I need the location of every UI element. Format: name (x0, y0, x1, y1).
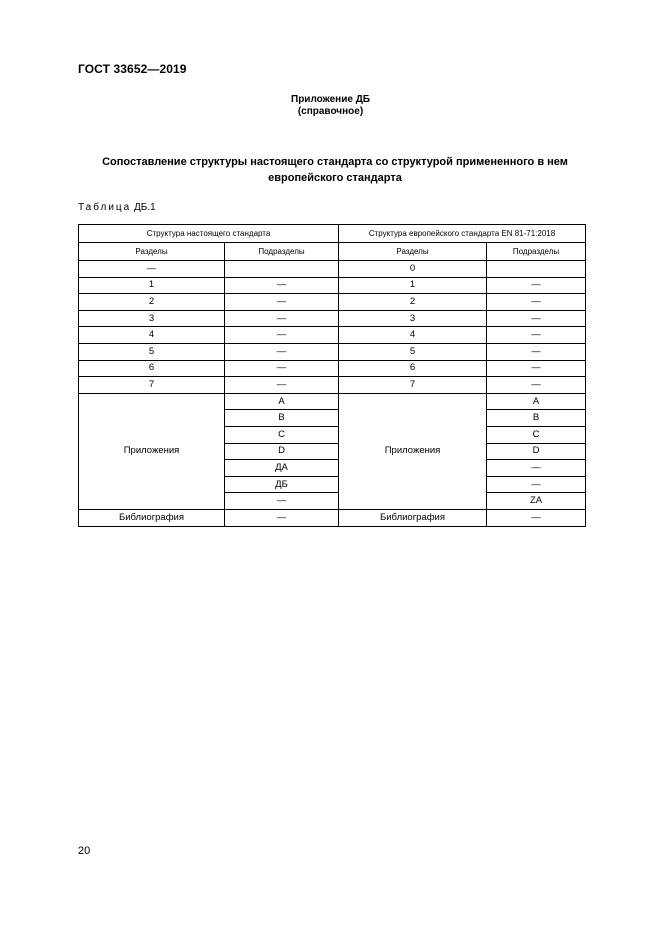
table-row (79, 327, 586, 344)
table-cell: 1 (79, 277, 225, 294)
appendix-heading (0, 94, 661, 118)
table-cell: D (487, 443, 586, 460)
table-cell: — (225, 509, 339, 526)
table-cell: 6 (339, 360, 487, 377)
comparison-table (78, 224, 586, 527)
column-header: Подразделы (487, 243, 586, 261)
table-cell: D (225, 443, 339, 460)
table-cell: B (225, 410, 339, 427)
table-row (79, 261, 586, 278)
table-cell: 2 (79, 294, 225, 311)
table-cell: 6 (79, 360, 225, 377)
table-cell: 2 (339, 294, 487, 311)
table-cell: 7 (339, 377, 487, 394)
table-cell (487, 261, 586, 278)
table-cell: 5 (79, 343, 225, 360)
table-row (79, 294, 586, 311)
table-cell: 0 (339, 261, 487, 278)
section-title: Сопоставление структуры настоящего стандарта со структурой примененного в нем европейского стандарта (102, 156, 568, 184)
table-cell: B (487, 410, 586, 427)
table-cell: 4 (339, 327, 487, 344)
page-number: 20 (78, 845, 91, 857)
table-row (79, 343, 586, 360)
table-caption-prefix: Таблица (78, 202, 132, 213)
table-cell: — (487, 460, 586, 477)
table-cell: — (225, 493, 339, 510)
table-row (79, 277, 586, 294)
table-cell: — (487, 509, 586, 526)
table-cell: — (79, 261, 225, 278)
table-cell: A (225, 393, 339, 410)
appendix-row (79, 393, 586, 410)
table-row (79, 377, 586, 394)
table-cell: Библиография (79, 509, 225, 526)
table-cell: ДБ (225, 476, 339, 493)
table-cell: — (225, 294, 339, 311)
group-header-european: Структура европейского стандарта EN 81-71:2018 (339, 225, 586, 243)
table-cell: — (225, 377, 339, 394)
table-cell: 3 (79, 310, 225, 327)
table-cell: — (225, 310, 339, 327)
table-cell: — (487, 310, 586, 327)
table-cell: — (225, 327, 339, 344)
table-cell: — (487, 294, 586, 311)
table-cell: A (487, 393, 586, 410)
table-row (79, 360, 586, 377)
table-cell: — (225, 360, 339, 377)
appendix-subtitle: (справочное) (297, 106, 364, 117)
table-cell: 3 (339, 310, 487, 327)
table-group-header-row (79, 225, 586, 243)
column-header: Разделы (79, 243, 225, 261)
table-cell: 4 (79, 327, 225, 344)
table-caption (78, 202, 156, 213)
table-cell: ДА (225, 460, 339, 477)
table-row (79, 310, 586, 327)
table-cell: 1 (339, 277, 487, 294)
column-header: Разделы (339, 243, 487, 261)
table-cell: — (225, 277, 339, 294)
table-cell: — (487, 277, 586, 294)
table-cell: — (487, 343, 586, 360)
table-cell: Библиография (339, 509, 487, 526)
appendix-label-european: Приложения (339, 393, 487, 509)
document-code: ГОСТ 33652—2019 (78, 62, 187, 76)
table-cell: — (487, 360, 586, 377)
table-cell: — (487, 476, 586, 493)
appendix-label-current: Приложения (79, 393, 225, 509)
table-caption-number: ДБ.1 (134, 202, 156, 213)
table-cell: 7 (79, 377, 225, 394)
table-cell: C (225, 426, 339, 443)
table-cell: C (487, 426, 586, 443)
table-cell (225, 261, 339, 278)
bibliography-row (79, 509, 586, 526)
table-cell: ZA (487, 493, 586, 510)
table-cell: — (487, 377, 586, 394)
appendix-title: Приложение ДБ (291, 94, 370, 105)
table-cell: — (487, 327, 586, 344)
table-cell: — (225, 343, 339, 360)
group-header-current: Структура настоящего стандарта (79, 225, 339, 243)
column-header: Подразделы (225, 243, 339, 261)
table-cell: 5 (339, 343, 487, 360)
table-column-header-row (79, 243, 586, 261)
